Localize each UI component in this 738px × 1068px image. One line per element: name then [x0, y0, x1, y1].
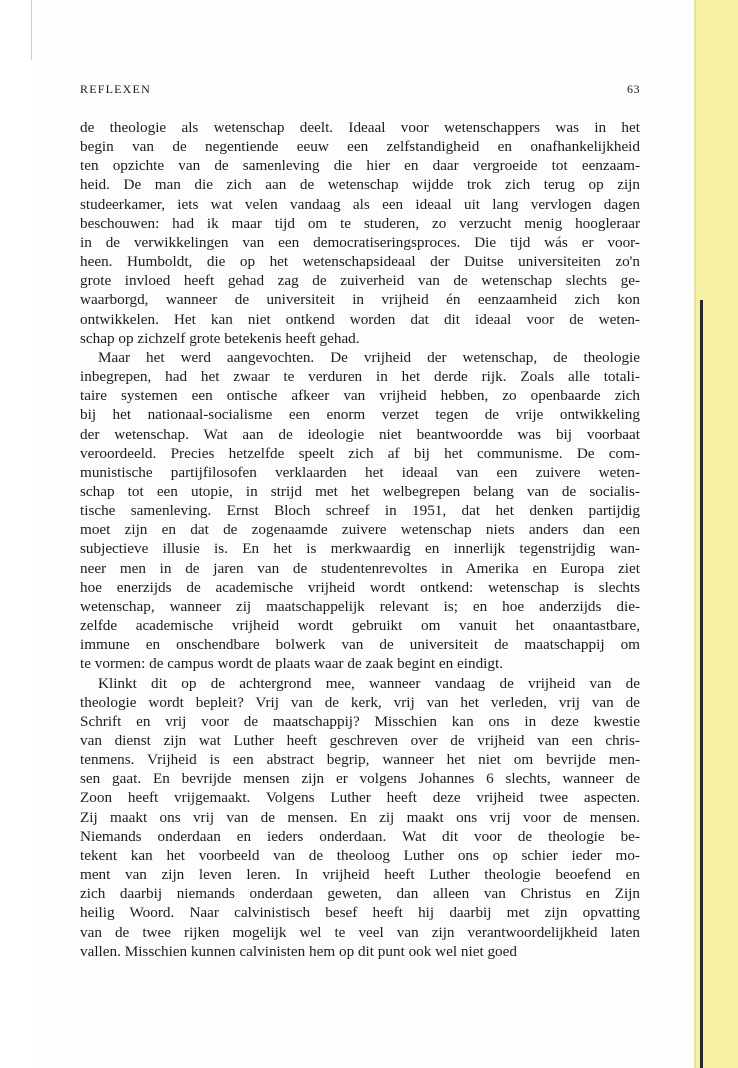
- text-line: immune en onschendbare bolwerk van de universiteit de maatschappij om: [80, 636, 640, 654]
- text-line: ten opzichte van de samenleving die hier en daar vergroeide tot eenzaam-: [80, 157, 640, 175]
- paragraph: [80, 348, 640, 674]
- text-line: schap op zichzelf grote betekenis heeft gehad.: [80, 329, 360, 347]
- text-line: grote invloed heeft gehad zag de zuiverheid van de wetenschap slechts ge-: [80, 272, 640, 290]
- running-title: REFLEXEN: [80, 82, 151, 96]
- text-line: hoe enerzijds de academische vrijheid wordt ontkend: wetenschap is slechts: [80, 578, 640, 596]
- text-line: der wetenschap. Wat aan de ideologie niet beantwoordde was bij voorbaat: [80, 425, 640, 443]
- text-line: Zoon heeft vrijgemaakt. Volgens Luther heeft deze vrijheid twee aspecten.: [80, 789, 640, 807]
- running-head: [80, 82, 640, 100]
- text-line: in de verwikkelingen van een democratiseringsproces. Die tijd wás er voor-: [80, 233, 640, 251]
- text-line: Niemands onderdaan en ieders onderdaan. Wat dit voor de theologie be-: [80, 827, 640, 845]
- text-line: schap tot een utopie, in strijd met het welbegrepen belang van de socialis-: [80, 482, 640, 500]
- text-line: heid. De man die zich aan de wetenschap wijdde trok zich terug op zijn: [80, 176, 640, 194]
- text-line: sen gaat. En bevrijde mensen zijn er volgens Johannes 6 slechts, wanneer de: [80, 770, 640, 788]
- text-line: tische samenleving. Ernst Bloch schreef in 1951, dat het denken partijdig: [80, 502, 640, 520]
- text-line: theologie wordt bepleit? Vrij van de kerk, vrij van het verleden, vrij van de: [80, 693, 640, 711]
- body-text: [80, 118, 640, 961]
- text-line: Zij maakt ons vrij van de mensen. En zij maakt ons vrij voor de mensen.: [80, 808, 640, 826]
- text-line: de theologie als wetenschap deelt. Ideaal voor wetenschappers was in het: [80, 119, 640, 136]
- text-line: heen. Humboldt, die op het wetenschapsideaal der Duitse universiteiten zo'n: [80, 253, 640, 271]
- text-line: taire systemen een ontische afkeer van vrijheid hebben, zo openbaarde zich: [80, 387, 640, 405]
- text-line: Klinkt dit op de achtergrond mee, wanneer vandaag de vrijheid van de: [98, 674, 640, 692]
- text-line: van de twee rijken mogelijk wel te veel van zijn verantwoordelijkheid laten: [80, 923, 640, 941]
- page-number: 63: [627, 82, 640, 96]
- scan-margin-rule: [700, 300, 703, 1068]
- text-line: studeerkamer, iets wat velen vandaag als een ideaal uit lang vervlogen dagen: [80, 195, 640, 213]
- text-line: wetenschap, wanneer zij maatschappelijk relevant is; en hoe anderzijds die-: [80, 597, 640, 615]
- text-line: van dienst zijn wat Luther heeft geschreven over de vrijheid van een chris-: [80, 732, 640, 749]
- text-line: vallen. Misschien kunnen calvinisten hem op dit punt ook wel niet goed: [80, 942, 517, 960]
- text-line: begin van de negentiende eeuw een zelfstandigheid en onafhankelijkheid: [80, 138, 640, 156]
- text-line: neer men in de jaren van de studentenrevoltes in Amerika en Europa ziet: [80, 559, 640, 577]
- text-line: veroordeeld. Precies hetzelfde speelt zich af bij het communisme. De com-: [80, 444, 640, 462]
- text-line: Maar het werd aangevochten. De vrijheid der wetenschap, de theologie: [98, 348, 640, 366]
- text-line: bij het nationaal-socialisme een enorm verzet tegen de vrije ontwikkeling: [80, 406, 640, 424]
- paragraph: [80, 118, 640, 348]
- text-line: munistische partijfilosofen verklaarden het ideaal van een zuivere weten-: [80, 463, 640, 481]
- paragraph: [80, 674, 640, 961]
- text-line: ment van zijn leven leren. In vrijheid heeft Luther theologie beoefend en: [80, 866, 640, 884]
- text-line: tenmens. Vrijheid is een abstract begrip, wanneer het niet om bevrijde men-: [80, 751, 640, 769]
- text-line: te vormen: de campus wordt de plaats waar de zaak begint en eindigt.: [80, 655, 503, 673]
- text-line: zich daarbij niemands onderdaan geweten, dan alleen van Christus en Zijn: [80, 885, 640, 903]
- text-line: ontwikkelen. Het kan niet ontkend worden dat dit ideaal voor de weten-: [80, 310, 640, 328]
- text-line: moet zijn en dat de zogenaamde zuivere wetenschap niets anders dan een: [80, 521, 640, 539]
- text-line: zelfde academische vrijheid wordt gebruikt om vanuit het onaantastbare,: [80, 617, 640, 635]
- scan-edge: [31, 0, 32, 60]
- text-line: subjectieve illusie is. En het is merkwaardig en innerlijk tegenstrijdig wan-: [80, 540, 640, 558]
- text-line: Schrift en vrij voor de maatschappij? Misschien kan ons in deze kwestie: [80, 712, 640, 730]
- text-line: tekent kan het voorbeeld van de theoloog Luther ons op schier ieder mo-: [80, 846, 640, 864]
- text-line: inbegrepen, had het zwaar te verduren in het derde rijk. Zoals alle totali-: [80, 368, 640, 386]
- text-line: heilig Woord. Naar calvinistisch besef heeft hij daarbij met zijn opvatting: [80, 904, 640, 922]
- text-line: beschouwen: had ik maar tijd om te studeren, zo verzucht menig hoogleraar: [80, 214, 640, 232]
- text-line: waarborgd, wanneer de universiteit in vrijheid én eenzaamheid zich kon: [80, 291, 640, 309]
